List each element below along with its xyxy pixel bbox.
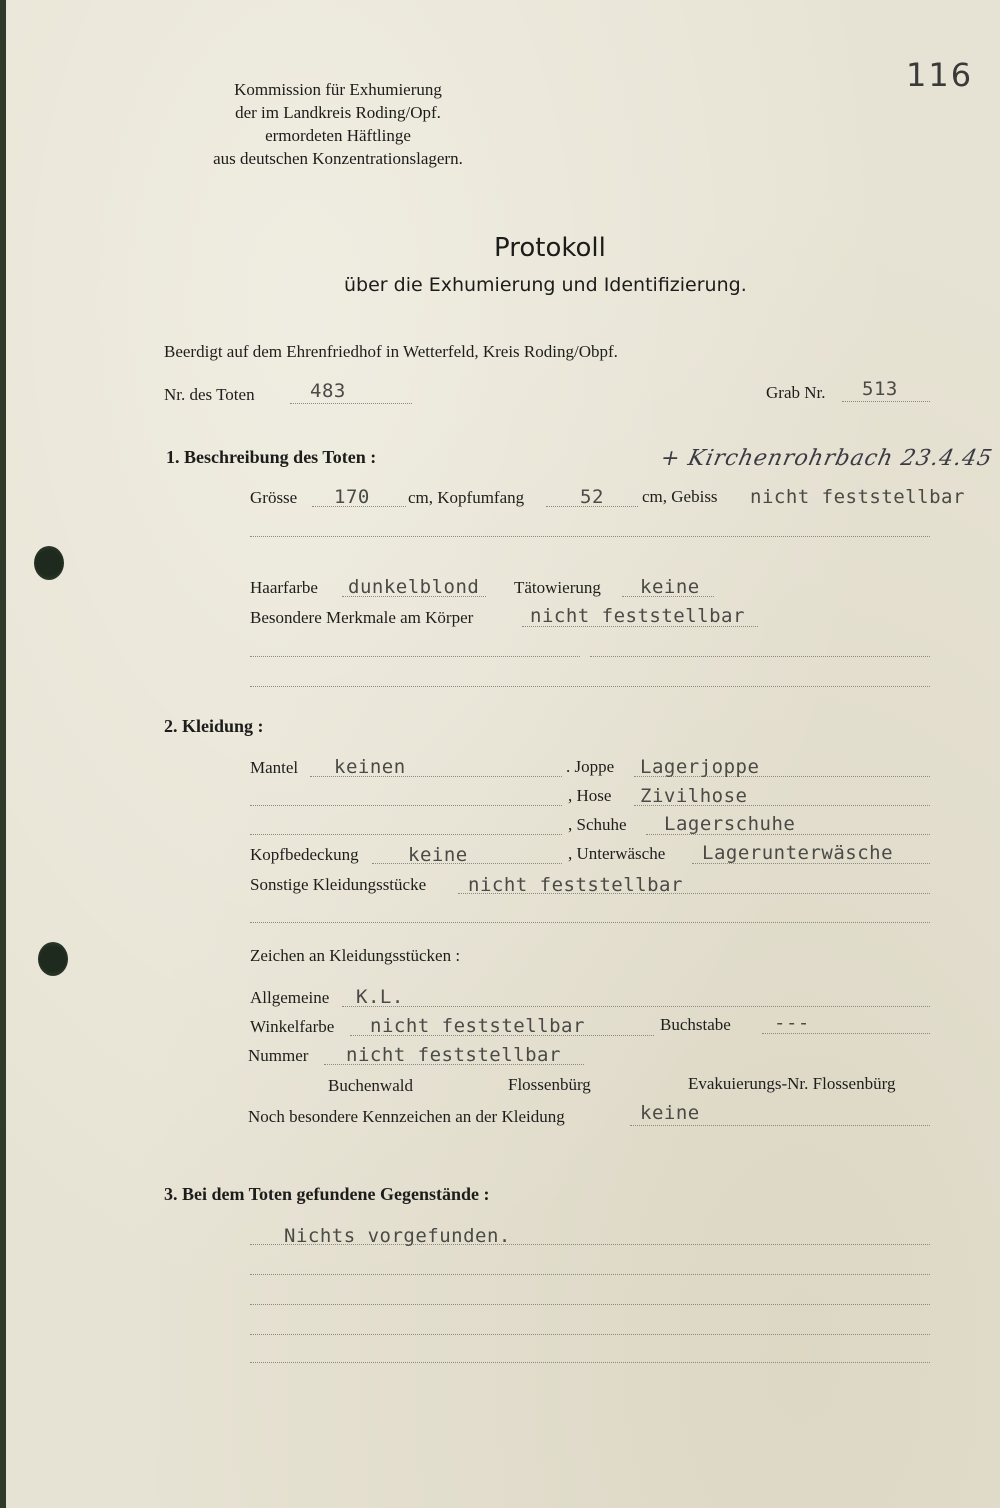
general-marks-label: Allgemeine bbox=[250, 988, 330, 1007]
found-items-value: Nichts vorgefunden. bbox=[284, 1225, 511, 1247]
number-label: Nummer bbox=[248, 1046, 309, 1065]
headwear-value: keine bbox=[408, 844, 468, 866]
evacuation-no-flossenbuerg: Evakuierungs-Nr. Flossenbürg bbox=[688, 1074, 896, 1093]
other-clothing-label: Sonstige Kleidungsstücke bbox=[250, 875, 427, 894]
letter-value: --- bbox=[774, 1012, 810, 1034]
special-marks-value: keine bbox=[640, 1102, 700, 1124]
section-3-title: 3. Bei dem Toten gefundene Gegenstände : bbox=[164, 1184, 490, 1204]
dead-no-value: 483 bbox=[310, 380, 346, 402]
grave-no-label: Grab Nr. bbox=[766, 383, 826, 402]
head-circumference-value: 52 bbox=[580, 486, 604, 508]
dead-no-label: Nr. des Toten bbox=[164, 385, 255, 404]
page-number: 116 bbox=[906, 56, 974, 94]
teeth-label: cm, Gebiss bbox=[642, 487, 718, 506]
header-line-3: ermordeten Häftlinge bbox=[265, 126, 411, 145]
section-1-title: 1. Beschreibung des Toten : bbox=[166, 447, 377, 467]
shoes-label: , Schuhe bbox=[568, 815, 627, 834]
number-value: nicht feststellbar bbox=[346, 1044, 561, 1066]
head-circumference-label: cm, Kopfumfang bbox=[408, 488, 525, 507]
size-label: Grösse bbox=[250, 488, 298, 507]
headwear-label: Kopfbedeckung bbox=[250, 845, 359, 864]
general-marks-value: K.L. bbox=[356, 986, 404, 1008]
coat-label: Mantel bbox=[250, 758, 299, 777]
header-line-4: aus deutschen Konzentrationslagern. bbox=[213, 149, 463, 168]
teeth-value: nicht feststellbar bbox=[750, 486, 965, 508]
punch-hole-top bbox=[34, 546, 64, 580]
document-title: Protokoll bbox=[494, 233, 606, 263]
burial-place: Beerdigt auf dem Ehrenfriedhof in Wetterfeld, Kreis Roding/Obpf. bbox=[164, 342, 618, 361]
letter-label: Buchstabe bbox=[660, 1015, 731, 1034]
other-clothing-value: nicht feststellbar bbox=[468, 874, 683, 896]
camp-buchenwald: Buchenwald bbox=[328, 1076, 413, 1095]
size-value: 170 bbox=[334, 486, 370, 508]
clothing-marks-title: Zeichen an Kleidungsstücken : bbox=[250, 946, 461, 965]
tattoo-label: Tätowierung bbox=[514, 578, 601, 597]
body-marks-value: nicht feststellbar bbox=[530, 605, 745, 627]
underwear-label: , Unterwäsche bbox=[568, 844, 666, 863]
tattoo-value: keine bbox=[640, 576, 700, 598]
coat-value: keinen bbox=[334, 756, 406, 778]
trousers-label: , Hose bbox=[568, 786, 612, 805]
hair-color-label: Haarfarbe bbox=[250, 578, 318, 597]
handwritten-note: + Kirchenrohrbach 23.4.45 bbox=[658, 446, 995, 471]
triangle-color-label: Winkelfarbe bbox=[250, 1017, 335, 1036]
camp-flossenbuerg: Flossenbürg bbox=[508, 1075, 591, 1094]
document-page bbox=[6, 0, 1000, 1508]
grave-no-value: 513 bbox=[862, 378, 898, 400]
header-line-1: Kommission für Exhumierung bbox=[234, 80, 442, 99]
hair-color-value: dunkelblond bbox=[348, 576, 480, 598]
body-marks-label: Besondere Merkmale am Körper bbox=[250, 608, 474, 627]
shoes-value: Lagerschuhe bbox=[664, 813, 796, 835]
underwear-value: Lagerunterwäsche bbox=[702, 842, 894, 864]
section-2-title: 2. Kleidung : bbox=[164, 716, 264, 736]
trousers-value: Zivilhose bbox=[640, 785, 748, 807]
triangle-color-value: nicht feststellbar bbox=[370, 1015, 585, 1037]
punch-hole-bottom bbox=[38, 942, 68, 976]
jacket-label: . Joppe bbox=[566, 757, 615, 776]
special-marks-label: Noch besondere Kennzeichen an der Kleidung bbox=[248, 1107, 565, 1126]
document-subtitle: über die Exhumierung und Identifizierung. bbox=[344, 274, 747, 296]
header-line-2: der im Landkreis Roding/Opf. bbox=[235, 103, 441, 122]
jacket-value: Lagerjoppe bbox=[640, 756, 760, 778]
